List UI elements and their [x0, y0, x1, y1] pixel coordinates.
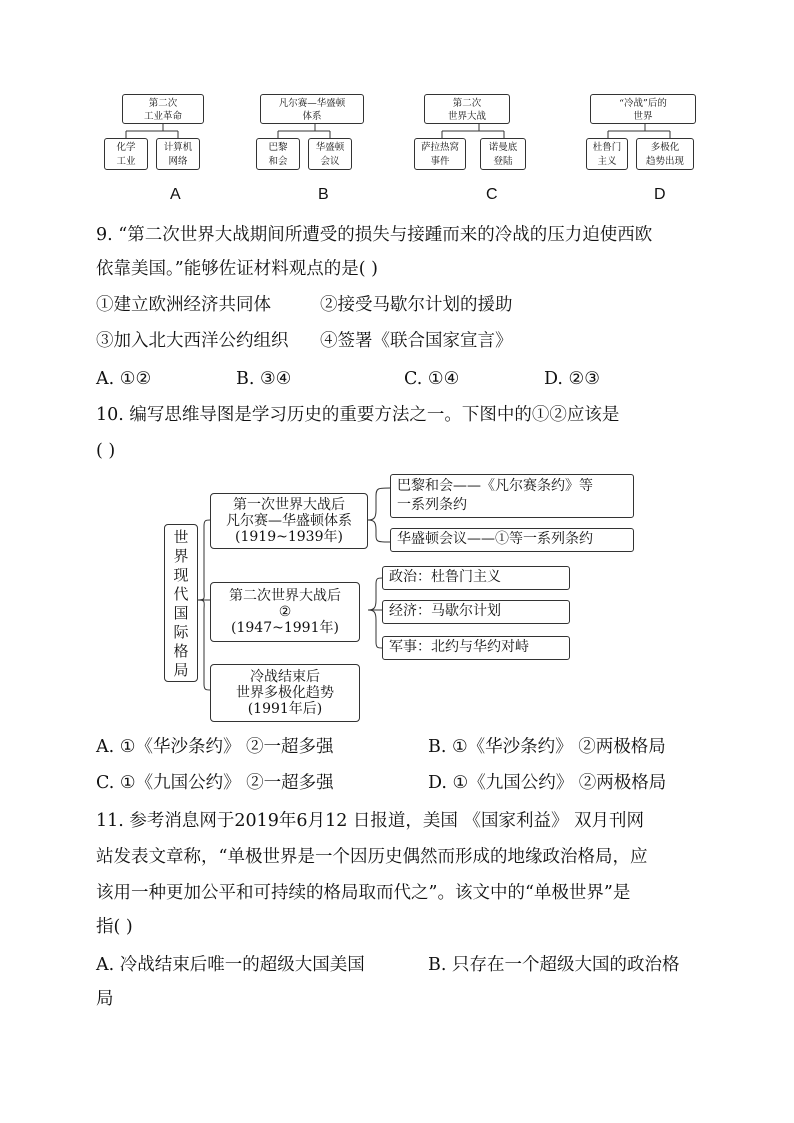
q9-option-a[interactable]: A. ①② — [96, 369, 152, 389]
q10-stem-line2: ( ) — [96, 441, 116, 461]
mindmap-node-ww2: 第二次世界大战后 ② (1947~1991年) — [210, 582, 360, 642]
diagram-leaf: 计算机 网络 — [156, 138, 200, 170]
q9-item4: ④签署《联合国家宣言》 — [320, 331, 513, 351]
q10-option-c[interactable]: C. ①《九国公约》 ②一超多强 — [96, 773, 334, 793]
option-b-label[interactable]: B — [318, 186, 329, 203]
mindmap-leaf-economy: 经济：马歇尔计划 — [382, 600, 570, 624]
option-a-diagram — [104, 94, 224, 176]
q10-option-a[interactable]: A. ①《华沙条约》 ②一超多强 — [96, 737, 334, 757]
diagram-root: 凡尔赛—华盛顿 体系 — [260, 94, 364, 124]
q11-option-b[interactable]: B. 只存在一个超级大国的政治格 — [428, 955, 680, 975]
q9-item1: ①建立欧洲经济共同体 — [96, 295, 271, 315]
mindmap-root: 世 界 现 代 国 际 格 局 — [164, 524, 198, 682]
q9-option-b[interactable]: B. ③④ — [236, 369, 292, 389]
diagram-root: 第二次 工业革命 — [122, 94, 204, 124]
q11-stem-line1: 11. 参考消息网于2019年6月12 日报道，美国 《国家利益》 双月刊网 — [96, 811, 645, 831]
q10-option-b[interactable]: B. ①《华沙条约》 ②两极格局 — [428, 737, 666, 757]
option-c-label[interactable]: C — [486, 186, 498, 203]
mindmap-node-postcw: 冷战结束后 世界多极化趋势 (1991年后) — [210, 664, 360, 722]
option-c-diagram — [420, 94, 540, 176]
option-a-label[interactable]: A — [170, 186, 181, 203]
q10-stem-line1: 10. 编写思维导图是学习历史的重要方法之一。下图中的①②应该是 — [96, 405, 620, 425]
diagram-leaf: 杜鲁门 主义 — [586, 138, 628, 170]
q10-option-d[interactable]: D. ①《九国公约》 ②两极格局 — [428, 773, 667, 793]
q11-option-b-cont: 局 — [96, 989, 114, 1009]
option-d-label[interactable]: D — [654, 186, 666, 203]
option-b-diagram — [256, 94, 376, 176]
q11-stem-line3: 该用一种更加公平和可持续的格局取而代之”。该文中的“单极世界”是 — [96, 883, 631, 903]
mindmap-leaf-politics: 政治：杜鲁门主义 — [382, 566, 570, 590]
q11-option-a[interactable]: A. 冷战结束后唯一的超级大国美国 — [96, 955, 365, 975]
diagram-leaf: 诺曼底 登陆 — [480, 138, 526, 170]
mindmap-node-ww1: 第一次世界大战后 凡尔赛—华盛顿体系 (1919~1939年) — [210, 493, 368, 549]
mindmap-leaf-paris: 巴黎和会——《凡尔赛条约》等 一系列条约 — [390, 474, 634, 518]
diagram-root: 第二次 世界大战 — [424, 94, 510, 124]
diagram-leaf: 萨拉热窝 事件 — [414, 138, 466, 170]
option-d-diagram — [586, 94, 706, 176]
mindmap-leaf-military: 军事：北约与华约对峙 — [382, 636, 570, 660]
diagram-leaf: 华盛顿 会议 — [308, 138, 352, 170]
diagram-leaf: 化学 工业 — [104, 138, 148, 170]
q9-stem-line1: 9. “第二次世界大战期间所遭受的损失与接踵而来的冷战的压力迫使西欧 — [96, 225, 653, 245]
q9-item2: ②接受马歇尔计划的援助 — [320, 295, 513, 315]
q9-option-c[interactable]: C. ①④ — [404, 369, 460, 389]
q9-item3: ③加入北大西洋公约组织 — [96, 331, 289, 351]
q9-stem-line2: 依靠美国。”能够佐证材料观点的是( ) — [96, 259, 378, 279]
q9-option-d[interactable]: D. ②③ — [544, 369, 600, 389]
q11-stem-line4: 指( ) — [96, 917, 133, 937]
mindmap-leaf-washington: 华盛顿会议——①等一系列条约 — [390, 528, 634, 552]
diagram-root: “冷战”后的 世界 — [590, 94, 696, 124]
diagram-leaf: 多极化 趋势出现 — [636, 138, 694, 170]
diagram-leaf: 巴黎 和会 — [256, 138, 300, 170]
q11-stem-line2: 站发表文章称，“单极世界是一个因历史偶然而形成的地缘政治格局，应 — [96, 847, 648, 867]
